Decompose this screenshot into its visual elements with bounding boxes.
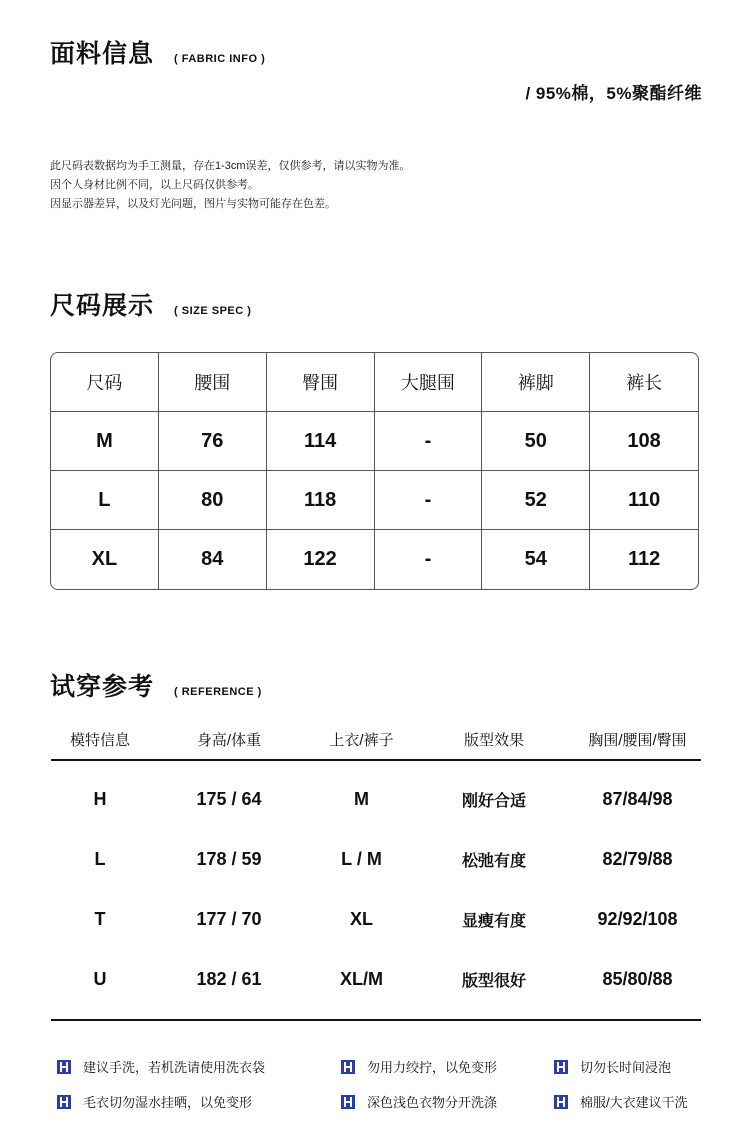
reference-table: [51, 720, 701, 1021]
size-cell: 52: [482, 471, 590, 530]
h-icon: [57, 1095, 71, 1109]
body-measurements: 85/80/88: [602, 968, 673, 989]
model-name: U: [93, 968, 107, 989]
h-icon: [341, 1060, 355, 1074]
body-measurements: 87/84/98: [602, 788, 673, 809]
fit-effect: 显瘦有度: [461, 912, 526, 930]
fabric-info-subtitle: ( FABRIC INFO ): [174, 53, 266, 65]
reference-row: [51, 769, 701, 829]
care-text: 勿用力绞拧，以免变形: [367, 1060, 498, 1075]
reference-header-cell: 版型效果: [463, 732, 524, 749]
note-line: 因个人身材比例不同，以上尺码仅供参考。: [50, 179, 259, 191]
reference-heading: [50, 667, 262, 703]
height-weight: 177 / 70: [196, 908, 262, 929]
size-cell: 122: [267, 530, 375, 589]
h-icon: [341, 1095, 355, 1109]
size-cell: -: [375, 530, 483, 589]
care-item: [554, 1057, 671, 1076]
size-table: [50, 352, 699, 590]
size-cell: 110: [590, 471, 698, 530]
care-text: 切勿长时间浸泡: [580, 1060, 672, 1075]
size-cell: 54: [482, 530, 590, 589]
fit-effect: 版型很好: [461, 972, 526, 990]
size-cell: 80: [159, 471, 267, 530]
size-header-cell: 尺码: [51, 353, 159, 412]
note-line: 此尺码表数据均为手工测量，存在1-3cm误差，仅供参考，请以实物为准。: [50, 160, 411, 172]
model-name: H: [93, 788, 107, 809]
size-cell: M: [51, 412, 159, 471]
size-spec-title: 尺码展示: [50, 292, 155, 320]
fabric-info-title: 面料信息: [50, 40, 155, 68]
size-header-cell: 大腿围: [375, 353, 483, 412]
size-header-cell: 腰围: [159, 353, 267, 412]
reference-header-cell: 身高/体重: [196, 732, 262, 749]
care-text: 深色浅色衣物分开洗涤: [367, 1095, 498, 1110]
model-name: L: [94, 848, 106, 869]
h-icon: [57, 1060, 71, 1074]
care-item: [341, 1057, 497, 1076]
size-cell: -: [375, 471, 483, 530]
body-measurements: 92/92/108: [597, 908, 678, 929]
care-item: [57, 1092, 252, 1111]
h-icon: [554, 1060, 568, 1074]
reference-row: [51, 889, 701, 949]
size-cell: -: [375, 412, 483, 471]
model-name: T: [94, 908, 106, 929]
size-cell: 112: [627, 548, 661, 570]
care-item: [341, 1092, 497, 1111]
size-cell: XL: [51, 530, 159, 589]
size-cell: 118: [267, 471, 375, 530]
size-header-cell: 裤长: [590, 353, 698, 412]
h-icon: [554, 1095, 568, 1109]
top-bottom-size: XL: [349, 908, 373, 929]
note-line: 因显示器差异，以及灯光问题，图片与实物可能存在色差。: [50, 198, 336, 210]
measurement-notes: [50, 157, 411, 214]
reference-bottom-rule: [51, 1019, 701, 1021]
reference-header-row: [51, 720, 701, 761]
reference-row: [51, 949, 701, 1009]
size-cell: 76: [159, 412, 267, 471]
reference-title: 试穿参考: [50, 673, 155, 701]
height-weight: 182 / 61: [196, 968, 262, 989]
size-cell: 114: [267, 412, 375, 471]
top-bottom-size: M: [354, 788, 369, 809]
reference-row: [51, 829, 701, 889]
fit-effect: 松弛有度: [461, 852, 526, 870]
care-item: [554, 1092, 688, 1111]
size-spec-subtitle: ( SIZE SPEC ): [174, 305, 252, 317]
reference-header-cell: 胸围/腰围/臀围: [588, 732, 687, 749]
size-header-cell: 臀围: [267, 353, 375, 412]
size-cell: 84: [159, 530, 267, 589]
fabric-info-heading: [50, 34, 265, 70]
care-text: 毛衣切勿湿水挂晒，以免变形: [83, 1095, 253, 1110]
size-spec-heading: [50, 286, 251, 322]
fabric-composition: / 95%棉，5%聚酯纤维: [525, 84, 702, 103]
size-cell: L: [51, 471, 159, 530]
size-cell: 50: [482, 412, 590, 471]
reference-header-cell: 模特信息: [69, 732, 130, 749]
care-text: 建议手洗，若机洗请使用洗衣袋: [83, 1060, 266, 1075]
top-bottom-size: XL/M: [340, 968, 383, 989]
size-cell: 108: [590, 412, 698, 471]
reference-subtitle: ( REFERENCE ): [174, 686, 262, 698]
height-weight: 175 / 64: [196, 788, 262, 809]
size-header-cell: 裤脚: [482, 353, 590, 412]
care-text: 棉服/大衣建议干洗: [580, 1095, 688, 1110]
height-weight: 178 / 59: [196, 848, 262, 869]
top-bottom-size: L / M: [341, 848, 382, 869]
body-measurements: 82/79/88: [602, 848, 673, 869]
reference-header-cell: 上衣/裤子: [329, 732, 394, 749]
fit-effect: 刚好合适: [461, 792, 526, 810]
care-item: [57, 1057, 265, 1076]
